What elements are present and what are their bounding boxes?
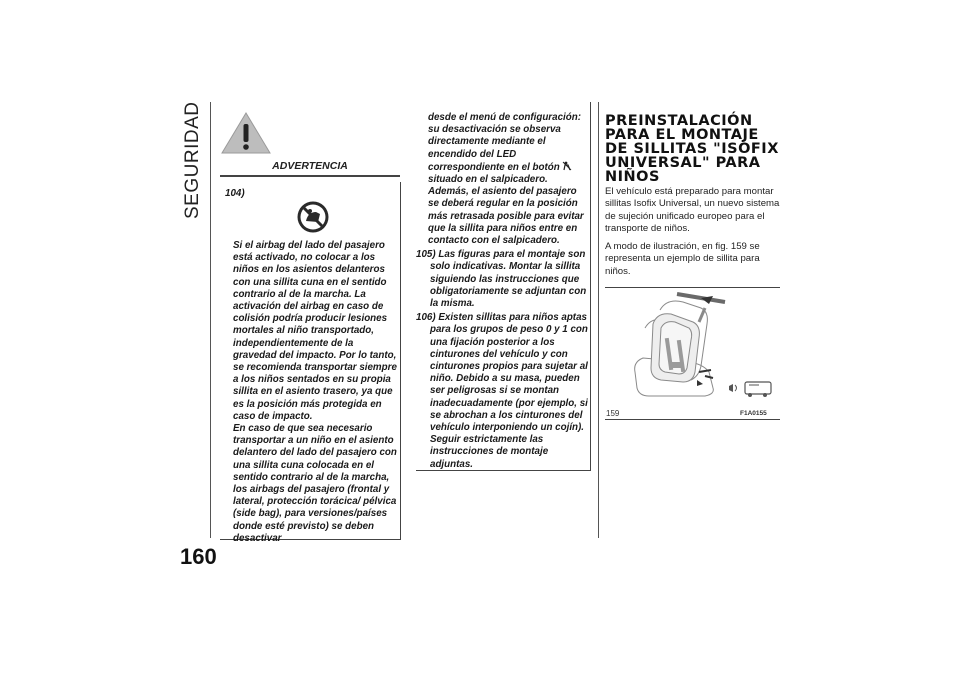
figure-bottom-rule	[605, 419, 780, 420]
figure-code: F1A0155	[740, 410, 767, 417]
child-seat-illustration	[605, 288, 780, 408]
note-item: 105) Las figuras para el montaje son solo indicativas. Montar la sillita siguiendo las instrucciones que obligatoriamente se adjuntan con la misma.	[416, 249, 587, 310]
warning-box-border	[400, 182, 401, 540]
continuation-text: desde el menú de configuración: su desactivación se observa directamente mediante el encendido del LED correspondiente en el botón	[428, 112, 581, 173]
column-divider	[598, 102, 599, 538]
section-side-tab: SEGURIDAD	[182, 101, 203, 219]
warning-paragraph: En caso de que sea necesario transportar a un niño en el asiento delantero del lado del pasajero con una sillita cuna colocada en el sentido contrario al de la marcha, los airbags del pasajero (frontal y lateral, protección torácica/ pélvica (side bag), para versiones/países donde esté previsto) se deben desactivar	[233, 423, 397, 544]
continuation-text: situado en el salpicadero. Además, el asiento del pasajero se deberá regular en la posición más retrasada posible para evitar que la sillita para niños entre en contacto con el salpicadero.	[428, 174, 584, 247]
notes-column	[416, 112, 588, 471]
page-number: 160	[180, 544, 217, 569]
figure-number: 159	[606, 409, 620, 418]
warning-paragraph: Si el airbag del lado del pasajero está activado, no colocar a los niños en los asientos delanteros con una sillita cuna en el sentido contrario al de la marcha. La activación del airbag en caso de colisión podría producir lesiones mortales al niño transportado, independientemente de la gravedad del impacto. Por lo tanto, se recomienda transportar siempre a los niños sentados en su propia sillita en el asiento trasero, ya que es la posición más protegida en caso de impacto.	[233, 240, 397, 422]
body-paragraph: A modo de ilustración, en fig. 159 se representa un ejemplo de sillita para niños.	[605, 241, 760, 277]
warning-triangle-icon	[220, 110, 272, 156]
airbag-off-icon	[562, 161, 572, 171]
warning-rule	[220, 175, 400, 177]
note-number: 104)	[225, 188, 245, 199]
notes-box-border	[590, 102, 591, 470]
column-divider	[210, 102, 211, 538]
section-body	[605, 186, 781, 284]
no-rear-facing-seat-icon	[296, 200, 330, 234]
warning-continuation	[416, 112, 588, 247]
section-heading: PREINSTALACIÓN PARA EL MONTAJE DE SILLITAS "ISOFIX UNIVERSAL" PARA NIÑOS	[605, 113, 779, 185]
warning-title: ADVERTENCIA	[272, 160, 348, 172]
body-paragraph: El vehículo está preparado para montar sillitas Isofix Universal, un nuevo sistema de sujeción unificado europeo para el transporte de niños.	[605, 186, 780, 234]
notes-box-border	[416, 470, 591, 471]
warning-text	[233, 240, 398, 545]
note-item: 106) Existen sillitas para niños aptas para los grupos de peso 0 y 1 con una fijación posterior a los cinturones del vehículo y con cinturones propios para sujetar al niño. Debido a su masa, pueden ser peligrosas si se montan inadecuadamente (por ejemplo, si se abrochan a los cinturones del vehículo interponiendo un cojín). Seguir estrictamente las instrucciones de montaje adjuntas.	[416, 312, 588, 470]
